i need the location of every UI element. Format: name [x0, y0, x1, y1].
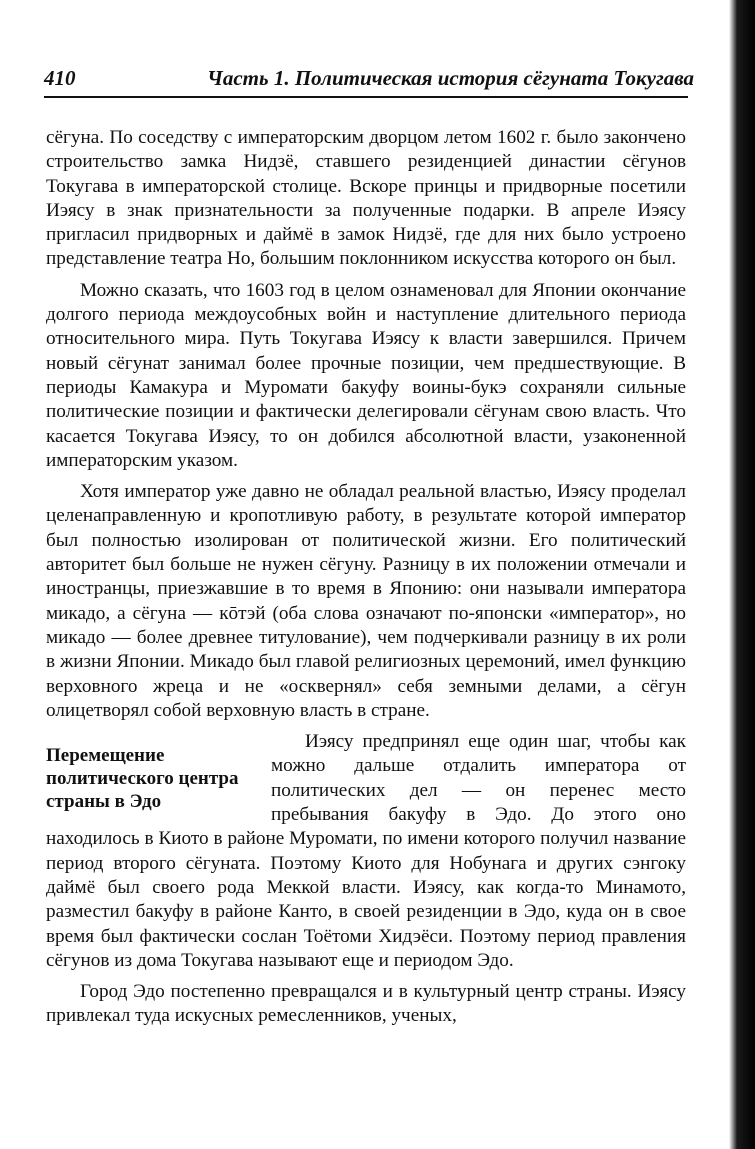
page-edge-shadow	[715, 0, 755, 1149]
running-header	[44, 64, 694, 94]
running-title: Часть 1. Политическая история сёгуната Токугава	[207, 66, 694, 90]
paragraph-4-block	[46, 730, 686, 973]
paragraph-4: Иэясу предпринял еще один шаг, чтобы как можно дальше отдалить императора от политических дел — он перенес место пребывания бакуфу в Эдо. До этого оно находилось в Киото в районе Муромати, по имени которого получил название период второго сёгуната. Поэтому Киото для Нобунага и других сэнгоку даймё был своего рода Меккой власти. Иэясу, как когда-то Минамото, разместил бакуфу в районе Канто, в своей резиденции в Эдо, куда он в свое время был фактически сослан Тоётоми Хидэёси. Поэтому период правления сёгунов из дома Токугава называют еще и периодом Эдо.	[46, 731, 686, 971]
sidebar-heading: Перемещение политического центра страны в Эдо	[46, 745, 239, 813]
paragraph-3: Хотя император уже давно не обладал реальной властью, Иэясу проделал целенаправленную и кропотливую работу, в результате которой император был полностью изолирован от политической жизни. Его политический авторитет был больше не нужен сёгуну. Разницу в их положении отмечали и иностранцы, приезжавшие в то время в Японию: они называли императора микадо, а сёгуна — кōтэй (оба слова означают по-японски «император», но микадо — более древнее титулование), чем подчеркивали разницу в их роли в жизни Японии. Микадо был главой религиозных церемоний, имел функцию верховного жреца и не «осквернял» себя земными делами, а сёгун олицетворял собой верховную власть в стране.	[46, 481, 686, 721]
header-rule	[44, 96, 688, 98]
paragraph-2: Можно сказать, что 1603 год в целом ознаменовал для Японии окончание долгого периода междоусобных войн и наступление длительного периода относительного мира. Путь Токугава Иэясу к власти завершился. Причем новый сёгунат занимал более прочные позиции, чем предшествующие. В периоды Камакура и Муромати бакуфу воины-букэ сохраняли сильные политические позиции и фактически делегировали сёгунам свою власть. Что касается Токугава Иэясу, то он добился абсолютной власти, узаконенной императорским указом.	[46, 279, 686, 471]
paragraph-1: сёгуна. По соседству с императорским дворцом летом 1602 г. было закончено строительство замка Нидзё, ставшего резиденцией династии сёгунов Токугава в императорской столице. Вскоре принцы и придворные посетили Иэясу в знак признательности за полученные подарки. В апреле Иэясу пригласил придворных и даймё в замок Нидзё, где для них было устроено представление театра Но, большим поклонником искусства которого он был.	[46, 127, 686, 270]
paragraph-5: Город Эдо постепенно превращался и в культурный центр страны. Иэясу привлекал туда искусных ремесленников, ученых,	[46, 981, 686, 1027]
page-number: 410	[44, 66, 76, 90]
body-text	[46, 126, 686, 1029]
